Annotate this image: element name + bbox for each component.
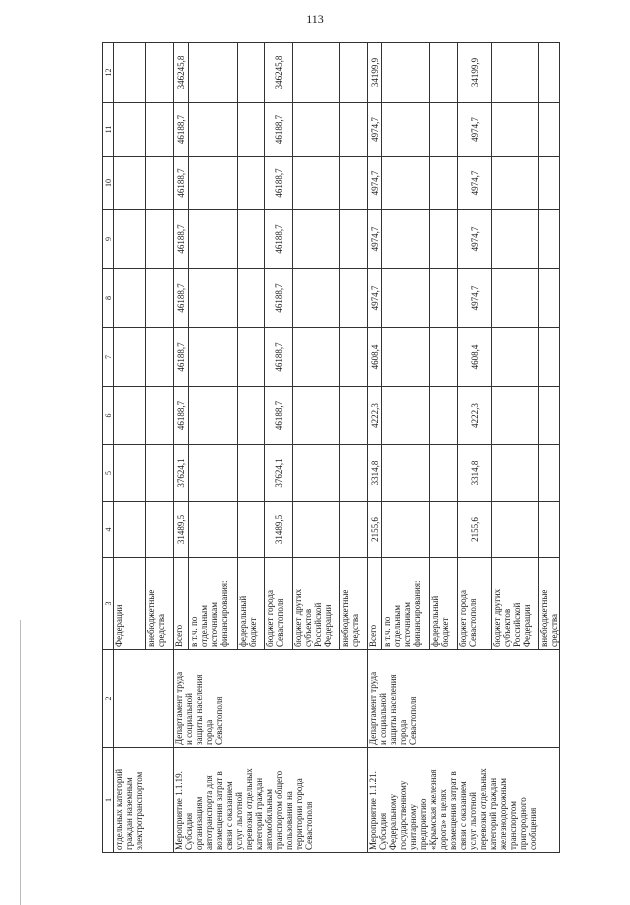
- column-number: 8: [103, 269, 114, 328]
- value-cell: [382, 103, 430, 157]
- value-cell: [430, 445, 458, 502]
- value-cell: [146, 103, 174, 157]
- value-cell: [492, 328, 539, 387]
- source-cell: в т.ч. по отдельным источникам финансирования:: [189, 558, 238, 650]
- value-cell: [114, 387, 146, 445]
- value-cell: 4974,7: [458, 157, 492, 210]
- value-cell: [539, 103, 560, 157]
- value-cell: 46188,7: [174, 210, 189, 269]
- value-cell: 34199,9: [458, 43, 492, 103]
- source-cell: внебюджетные средства: [146, 558, 174, 650]
- value-cell: 37624,1: [174, 445, 189, 502]
- value-cell: 346245,8: [174, 43, 189, 103]
- value-cell: [382, 502, 430, 558]
- column-number: 7: [103, 328, 114, 387]
- executor-cell: [114, 650, 174, 748]
- column-number: 12: [103, 43, 114, 103]
- value-cell: [146, 210, 174, 269]
- value-cell: [430, 43, 458, 103]
- header-row: [103, 43, 114, 853]
- value-cell: [340, 157, 368, 210]
- value-cell: [293, 502, 340, 558]
- value-cell: [114, 502, 146, 558]
- value-cell: 46188,7: [265, 328, 293, 387]
- column-number: 10: [103, 157, 114, 210]
- column-number: 11: [103, 103, 114, 157]
- value-cell: [238, 157, 265, 210]
- value-cell: 4974,7: [368, 103, 382, 157]
- executor-cell: Департамент труда и социальной защиты населения города Севастополя: [174, 650, 368, 748]
- value-cell: 4974,7: [458, 210, 492, 269]
- value-cell: 31489,5: [174, 502, 189, 558]
- value-cell: [114, 445, 146, 502]
- value-cell: 46188,7: [174, 387, 189, 445]
- value-cell: [114, 269, 146, 328]
- column-number: 1: [103, 748, 114, 853]
- source-cell: бюджет других субъектов Российской Федерации: [492, 558, 539, 650]
- value-cell: [114, 43, 146, 103]
- activity-cell: Мероприятие 1.1.19. Субсидия организациям автотранспорта для возмещения затрат в связи с оказанием услуг льготной перевозки отдельных категорий граждан автомобильным транспортом общего пользования на территории города Севастополя: [174, 748, 368, 853]
- value-cell: [293, 157, 340, 210]
- value-cell: 46188,7: [174, 328, 189, 387]
- value-cell: [238, 269, 265, 328]
- value-cell: [492, 43, 539, 103]
- value-cell: [430, 387, 458, 445]
- activity-cell: Мероприятие 1.1.21. Субсидия Федеральному государственному унитарному предприятию «Крымская железная дорога» в целях возмещения затрат в связи с оказанием услуг льготной перевозки отдельных категорий граждан железнодорожным транспортом пригородного сообщения: [368, 748, 560, 853]
- column-number: 5: [103, 445, 114, 502]
- value-cell: 4608,4: [368, 328, 382, 387]
- value-cell: [238, 445, 265, 502]
- value-cell: [293, 43, 340, 103]
- value-cell: [293, 269, 340, 328]
- source-cell: федеральный бюджет: [238, 558, 265, 650]
- value-cell: 46188,7: [265, 103, 293, 157]
- value-cell: 4974,7: [458, 103, 492, 157]
- value-cell: [340, 269, 368, 328]
- value-cell: [539, 210, 560, 269]
- value-cell: [539, 328, 560, 387]
- column-number: 2: [103, 650, 114, 748]
- value-cell: [492, 269, 539, 328]
- value-cell: [238, 103, 265, 157]
- value-cell: [382, 445, 430, 502]
- value-cell: 46188,7: [174, 103, 189, 157]
- value-cell: [430, 502, 458, 558]
- value-cell: [146, 43, 174, 103]
- value-cell: 46188,7: [174, 269, 189, 328]
- value-cell: [189, 43, 238, 103]
- value-cell: [430, 328, 458, 387]
- value-cell: [492, 103, 539, 157]
- value-cell: 46188,7: [265, 210, 293, 269]
- value-cell: [146, 387, 174, 445]
- value-cell: 31489,5: [265, 502, 293, 558]
- value-cell: [539, 445, 560, 502]
- value-cell: [539, 157, 560, 210]
- financing-table: [102, 42, 560, 853]
- source-cell: бюджет города Севастополя: [265, 558, 293, 650]
- value-cell: [492, 502, 539, 558]
- value-cell: 46188,7: [265, 387, 293, 445]
- value-cell: 37624,1: [265, 445, 293, 502]
- column-number: 6: [103, 387, 114, 445]
- value-cell: [238, 387, 265, 445]
- value-cell: [382, 387, 430, 445]
- column-number: 4: [103, 502, 114, 558]
- source-cell: бюджет города Севастополя: [458, 558, 492, 650]
- value-cell: 4974,7: [368, 210, 382, 269]
- value-cell: [340, 328, 368, 387]
- value-cell: [340, 43, 368, 103]
- value-cell: [146, 445, 174, 502]
- value-cell: [189, 210, 238, 269]
- value-cell: [382, 43, 430, 103]
- value-cell: [382, 210, 430, 269]
- table-row: [114, 43, 146, 853]
- rotated-table-container: [102, 43, 559, 853]
- value-cell: [430, 210, 458, 269]
- value-cell: [189, 387, 238, 445]
- value-cell: 4222,3: [458, 387, 492, 445]
- column-number: 9: [103, 210, 114, 269]
- value-cell: [539, 502, 560, 558]
- value-cell: [340, 387, 368, 445]
- value-cell: [492, 445, 539, 502]
- value-cell: 4608,4: [458, 328, 492, 387]
- source-cell: внебюджетные средства: [340, 558, 368, 650]
- value-cell: 2155,6: [458, 502, 492, 558]
- value-cell: [430, 157, 458, 210]
- value-cell: [382, 269, 430, 328]
- source-cell: федеральный бюджет: [430, 558, 458, 650]
- value-cell: [189, 502, 238, 558]
- value-cell: [293, 328, 340, 387]
- value-cell: [114, 103, 146, 157]
- value-cell: [189, 103, 238, 157]
- value-cell: [238, 328, 265, 387]
- value-cell: [293, 387, 340, 445]
- value-cell: [492, 157, 539, 210]
- executor-cell: Департамент труда и социальной защиты населения города Севастополя: [368, 650, 560, 748]
- value-cell: [189, 328, 238, 387]
- value-cell: [492, 387, 539, 445]
- value-cell: 34199,9: [368, 43, 382, 103]
- source-cell: бюджет других субъектов Российской Федерации: [293, 558, 340, 650]
- value-cell: [382, 328, 430, 387]
- value-cell: 46188,7: [265, 157, 293, 210]
- source-cell: Всего: [368, 558, 382, 650]
- source-cell: Всего: [174, 558, 189, 650]
- value-cell: [238, 502, 265, 558]
- value-cell: 46188,7: [174, 157, 189, 210]
- value-cell: 2155,6: [368, 502, 382, 558]
- value-cell: 4222,3: [368, 387, 382, 445]
- value-cell: 4974,7: [368, 269, 382, 328]
- value-cell: [340, 445, 368, 502]
- value-cell: [539, 43, 560, 103]
- value-cell: [539, 387, 560, 445]
- value-cell: [238, 210, 265, 269]
- value-cell: [146, 502, 174, 558]
- value-cell: [293, 210, 340, 269]
- value-cell: [114, 210, 146, 269]
- value-cell: 4974,7: [368, 157, 382, 210]
- value-cell: 4974,7: [458, 269, 492, 328]
- value-cell: [430, 269, 458, 328]
- value-cell: 3314,8: [368, 445, 382, 502]
- value-cell: [238, 43, 265, 103]
- value-cell: 346245,8: [265, 43, 293, 103]
- value-cell: 3314,8: [458, 445, 492, 502]
- page-number: 113: [306, 12, 324, 26]
- value-cell: [492, 210, 539, 269]
- value-cell: [382, 157, 430, 210]
- value-cell: [539, 269, 560, 328]
- value-cell: [146, 269, 174, 328]
- value-cell: [114, 328, 146, 387]
- value-cell: [430, 103, 458, 157]
- value-cell: [293, 103, 340, 157]
- column-number: 3: [103, 558, 114, 650]
- activity-cell: отдельных категорий граждан наземным электротранспортом: [114, 748, 174, 853]
- table-row: [368, 43, 382, 853]
- value-cell: [114, 157, 146, 210]
- source-cell: внебюджетные средства: [539, 558, 560, 650]
- scan-artifact-line: [20, 620, 21, 905]
- value-cell: [340, 103, 368, 157]
- source-cell: в т.ч. по отдельным источникам финансирования:: [382, 558, 430, 650]
- value-cell: [340, 210, 368, 269]
- value-cell: [189, 269, 238, 328]
- table-row: [174, 43, 189, 853]
- value-cell: [293, 445, 340, 502]
- value-cell: [189, 157, 238, 210]
- value-cell: [146, 157, 174, 210]
- value-cell: 46188,7: [265, 269, 293, 328]
- source-cell: Федерации: [114, 558, 146, 650]
- value-cell: [340, 502, 368, 558]
- value-cell: [189, 445, 238, 502]
- value-cell: [146, 328, 174, 387]
